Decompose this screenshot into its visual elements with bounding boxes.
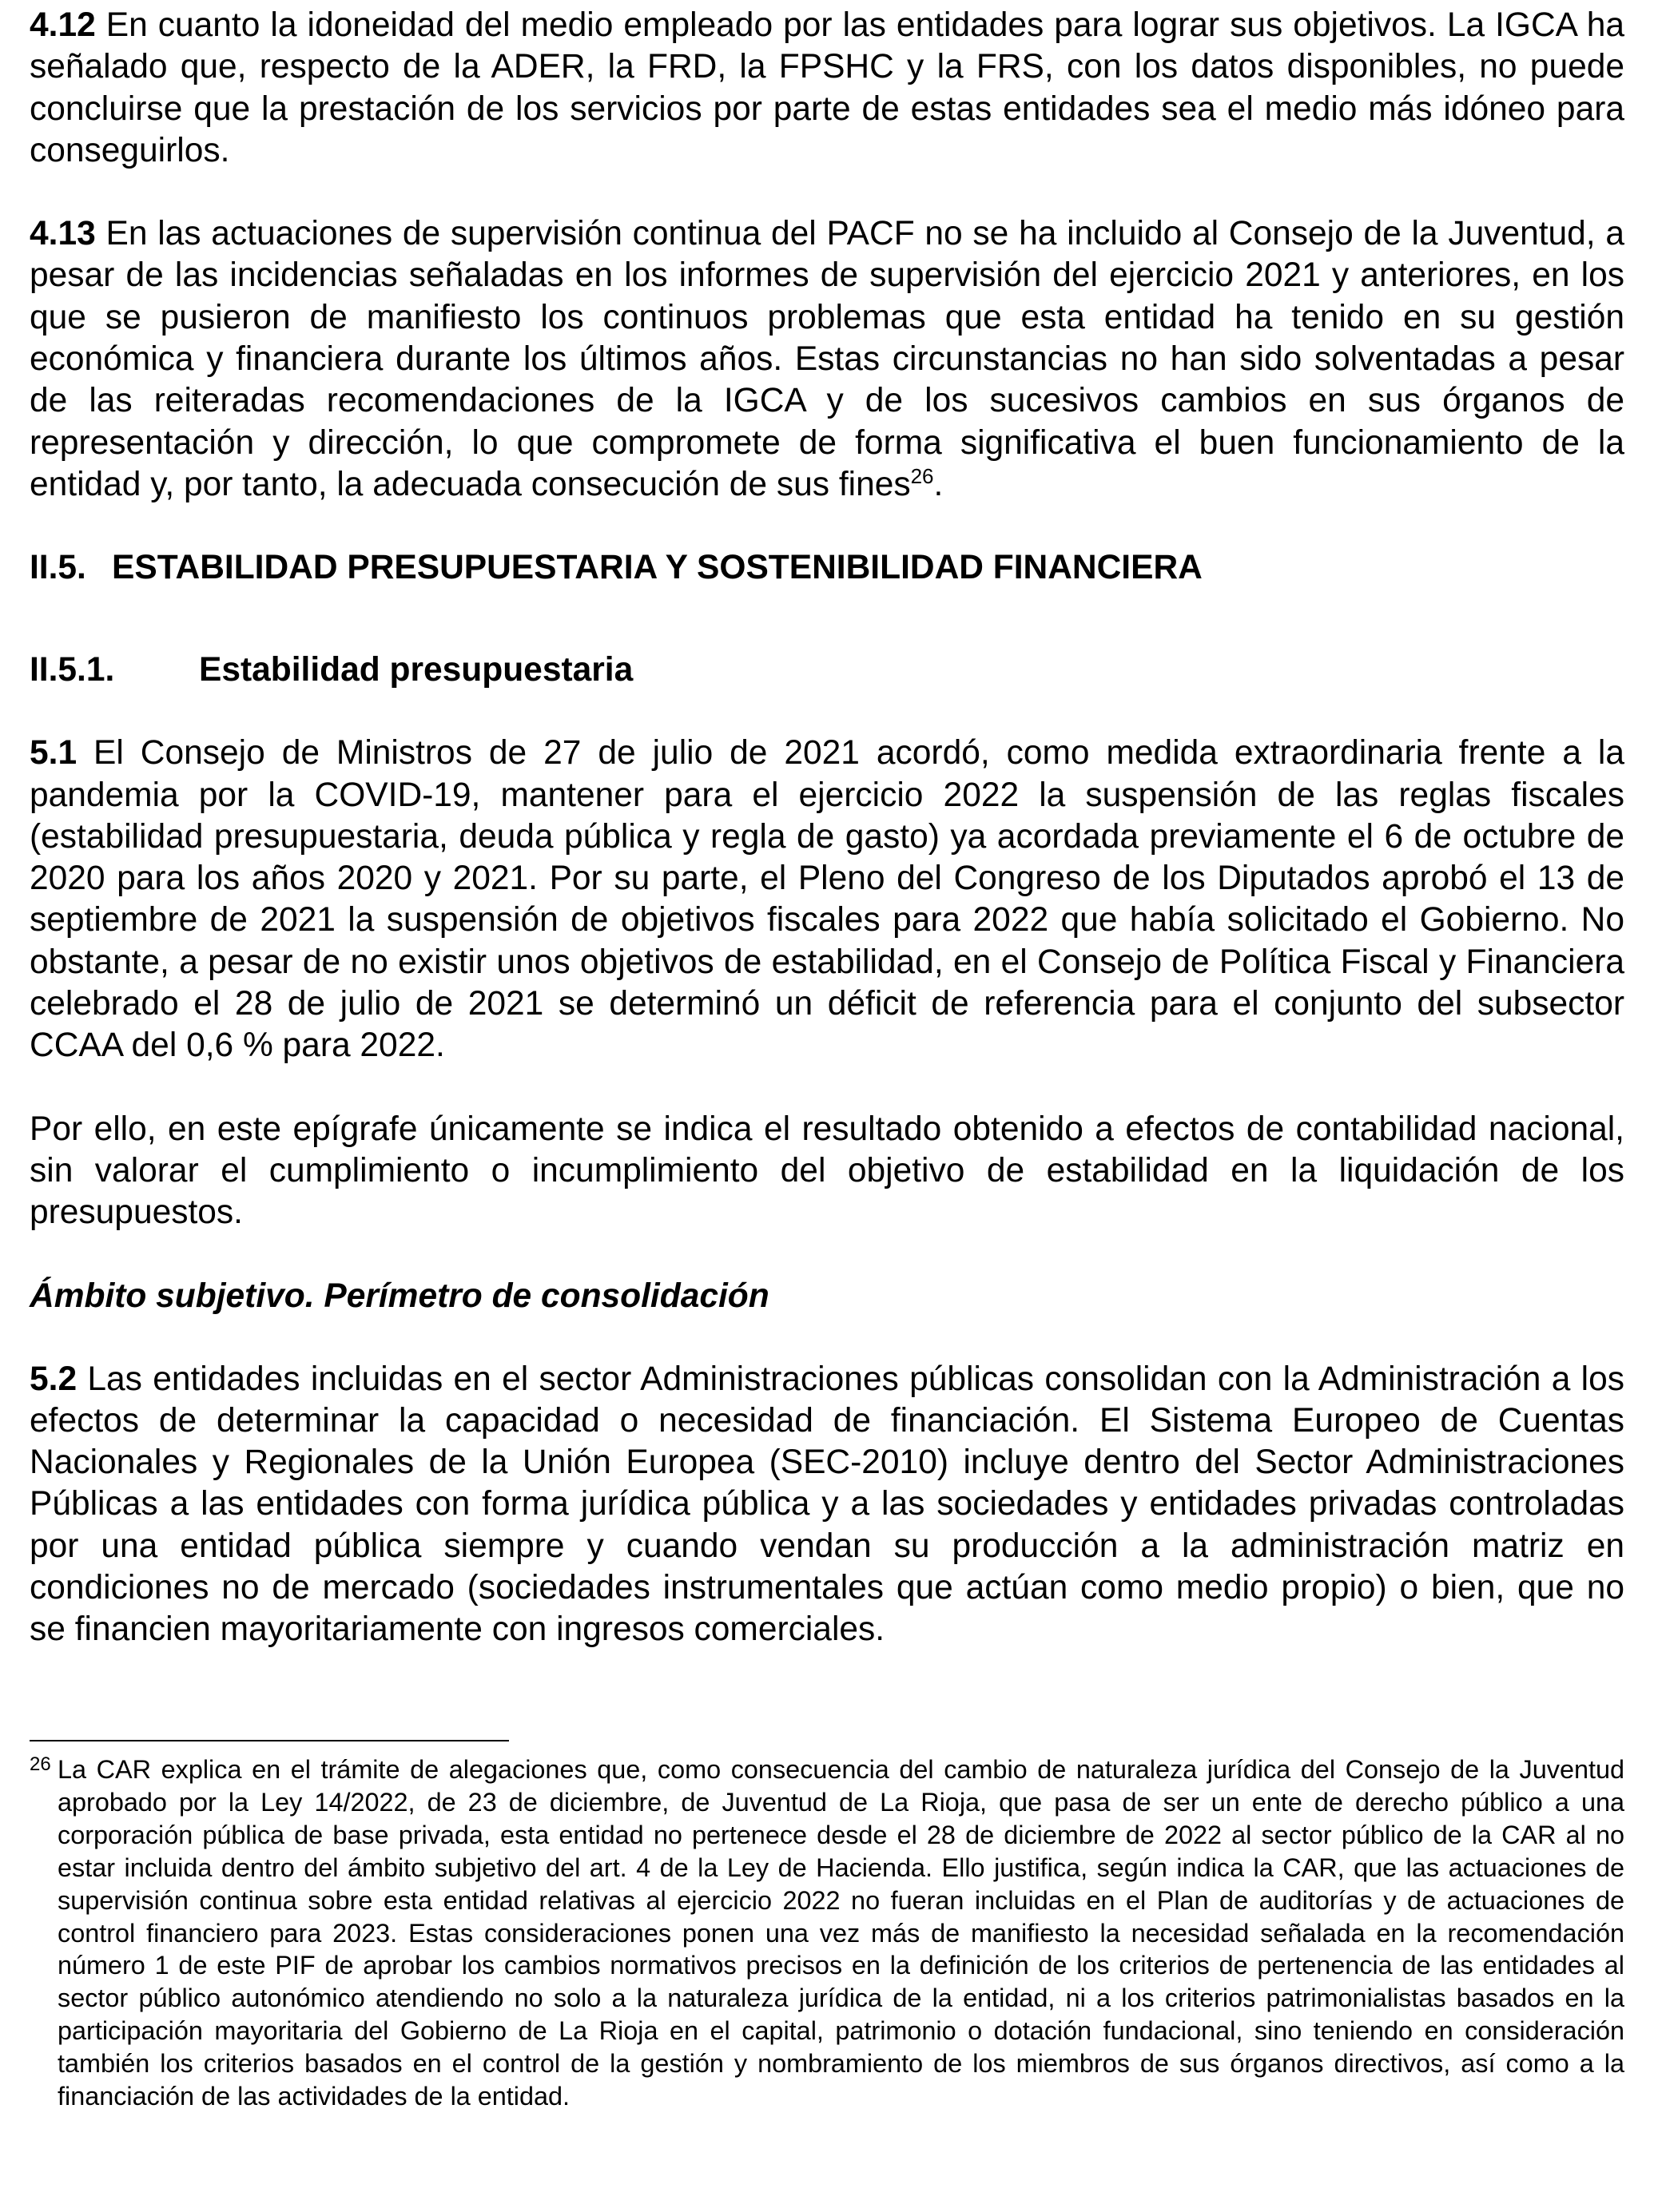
footnote-26 bbox=[30, 1753, 1624, 2113]
paragraph-4-13 bbox=[30, 213, 1624, 506]
section-heading bbox=[30, 547, 1624, 589]
paragraph-number: 5.2 bbox=[30, 1360, 78, 1398]
subsection-title: Estabilidad presupuestaria bbox=[199, 651, 634, 689]
paragraph-number: 4.13 bbox=[30, 215, 96, 253]
paragraph-text: En las actuaciones de supervisión continua del PACF no se ha incluido al Consejo de la Juventud, a pesar de las incidencias señaladas en los informes de supervisión del ejercicio 2021 y anteriores, en los que se pusieron de manifiesto los continuos problemas que esta entidad ha tenido en su gestión económica y financiera durante los últimos años. Estas circunstancias no han sido solventadas a pesar de las reiteradas recomendaciones de la IGCA y de los sucesivos cambios en sus órganos de representación y dirección, lo que compromete de forma significativa el buen funcionamiento de la entidad y, por tanto, la adecuada consecución de sus fines bbox=[30, 215, 1624, 503]
section-number: II.5. bbox=[30, 549, 86, 587]
paragraph-number: 5.1 bbox=[30, 734, 78, 772]
footnote-separator bbox=[30, 1740, 509, 1741]
paragraph-number: 4.12 bbox=[30, 6, 96, 44]
section-title: ESTABILIDAD PRESUPUESTARIA Y SOSTENIBILIDAD FINANCIERA bbox=[112, 549, 1203, 587]
footnote-text: La CAR explica en el trámite de alegaciones que, como consecuencia del cambio de naturaleza jurídica del Consejo de la Juventud aprobado por la Ley 14/2022, de 23 de diciembre, de Juventud de La Rioja, que pasa de ser un ente de derecho público a una corporación pública de base privada, esta entidad no pertenece desde el 28 de diciembre de 2022 al sector público de la CAR al no estar incluida dentro del ámbito subjetivo del art. 4 de la Ley de Hacienda. Ello justifica, según indica la CAR, que las actuaciones de supervisión continua sobre esta entidad relativas al ejercicio 2022 no fueran incluidas en el Plan de auditorías y de actuaciones de control financiero para 2023. Estas consideraciones ponen una vez más de manifiesto la necesidad señalada en la recomendación número 1 de este PIF de aprobar los cambios normativos precisos en la definición de los criterios de pertenencia de las entidades al sector público autonómico atendiendo no solo a la naturaleza jurídica de la entidad, ni a los criterios patrimonialistas basados en la participación mayoritaria del Gobierno de La Rioja en el capital, patrimonio o dotación fundacional, sino teniendo en consideración también los criterios basados en el control de la gestión y nombramiento de los miembros de sus órganos directivos, así como a la financiación de las actividades de la entidad. bbox=[58, 1755, 1624, 2111]
paragraph-4-12 bbox=[30, 5, 1624, 172]
subtitle-heading: Ámbito subjetivo. Perímetro de consolidación bbox=[30, 1277, 769, 1315]
paragraph-text: En cuanto la idoneidad del medio empleado por las entidades para lograr sus objetivos. La IGCA ha señalado que, respecto de la ADER, la FRD, la FPSHC y la FRS, con los datos disponibles, no puede concluirse que la prestación de los servicios por parte de estas entidades sea el medio más idóneo para conseguirlos. bbox=[30, 6, 1624, 169]
paragraph-text: Las entidades incluidas en el sector Administraciones públicas consolidan con la Administración a los efectos de determinar la capacidad o necesidad de financiación. El Sistema Europeo de Cuentas Nacionales y Regionales de la Unión Europea (SEC-2010) incluye dentro del Sector Administraciones Públicas a las entidades con forma jurídica pública y a las sociedades y entidades privadas controladas por una entidad pública siempre y cuando vendan su producción a la administración matriz en condiciones no de mercado (sociedades instrumentales que actúan como medio propio) o bien, que no se financien mayoritariamente con ingresos comerciales. bbox=[30, 1360, 1624, 1649]
spacer bbox=[30, 1317, 1624, 1359]
paragraph-text: Por ello, en este epígrafe únicamente se indica el resultado obtenido a efectos de contabilidad nacional, sin valorar el cumplimiento o incumplimiento del objetivo de estabilidad en la liquidación de los presupuestos. bbox=[30, 1110, 1624, 1232]
paragraph-5-2 bbox=[30, 1359, 1624, 1651]
subsection-number: II.5.1. bbox=[30, 651, 115, 689]
spacer bbox=[30, 172, 1624, 213]
footnote-mark: 26 bbox=[30, 1753, 51, 1775]
footnote-reference[interactable]: 26 bbox=[910, 463, 934, 488]
spacer bbox=[30, 506, 1624, 547]
paragraph-5-1-continued bbox=[30, 1109, 1624, 1234]
document-page bbox=[30, 5, 1624, 1651]
spacer bbox=[30, 1234, 1624, 1276]
spacer bbox=[30, 1067, 1624, 1109]
paragraph-5-1 bbox=[30, 733, 1624, 1066]
subsection-heading bbox=[30, 649, 1624, 691]
paragraph-end: . bbox=[933, 465, 944, 503]
spacer bbox=[30, 691, 1624, 733]
spacer bbox=[30, 589, 1624, 649]
paragraph-text: El Consejo de Ministros de 27 de julio de 2021 acordó, como medida extraordinaria frente a la pandemia por la COVID-19, mantener para el ejercicio 2022 la suspensión de las reglas fiscales (estabilidad presupuestaria, deuda pública y regla de gasto) ya acordada previamente el 6 de octubre de 2020 para los años 2020 y 2021. Por su parte, el Pleno del Congreso de los Diputados aprobó el 13 de septiembre de 2021 la suspensión de objetivos fiscales para 2022 que había solicitado el Gobierno. No obstante, a pesar de no existir unos objetivos de estabilidad, en el Consejo de Política Fiscal y Financiera celebrado el 28 de julio de 2021 se determinó un déficit de referencia para el conjunto del subsector CCAA del 0,6 % para 2022. bbox=[30, 734, 1624, 1065]
